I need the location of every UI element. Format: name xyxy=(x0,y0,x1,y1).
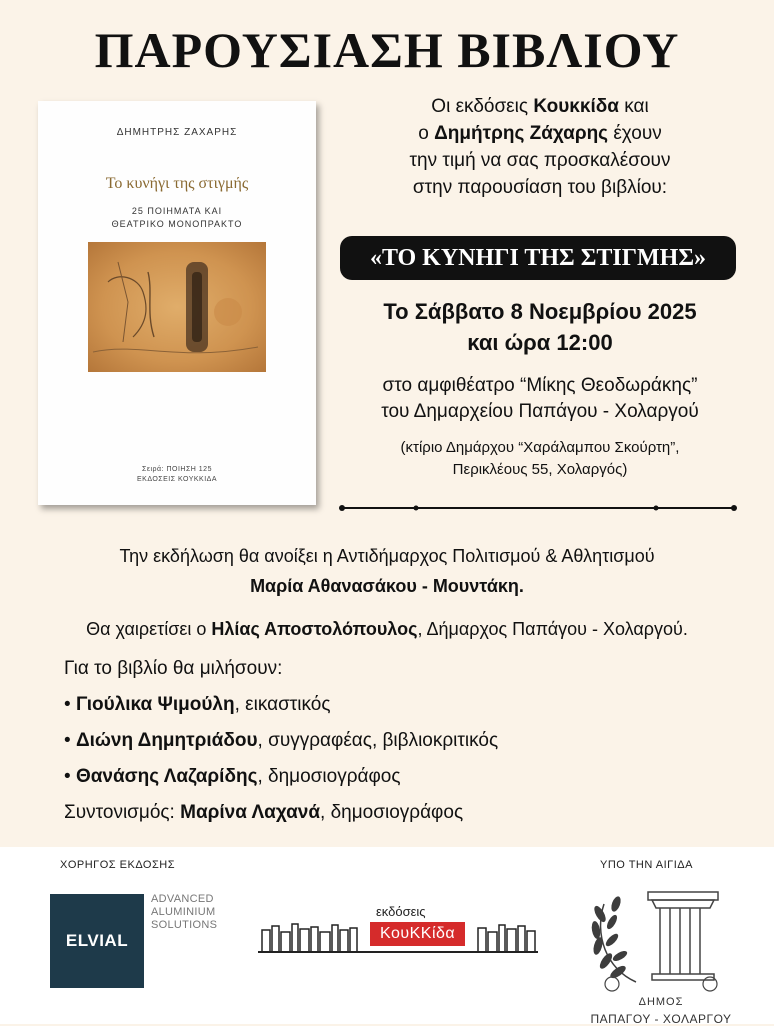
opening-speech xyxy=(20,541,754,601)
opening-name xyxy=(20,571,754,601)
event-date xyxy=(325,296,755,358)
invitation-line1 xyxy=(325,93,755,120)
cover-artwork-image xyxy=(88,242,266,372)
footer-sponsors xyxy=(0,847,774,1024)
speakers-heading: Για το βιβλίο θα μιλήσουν: xyxy=(64,658,283,679)
speaker-name: Διώνη Δημητριάδου xyxy=(75,730,258,751)
publisher-name: Κουκκίδα xyxy=(533,96,619,117)
cover-publisher-line: ΕΚΔΟΣΕΙΣ ΚΟΥΚΚΙΔΑ xyxy=(137,476,217,483)
elvial-tagline xyxy=(151,893,217,932)
publisher-wordmark: ΚουΚΚίδα xyxy=(370,922,465,946)
speaker-name: Γιούλικα Ψιμούλη xyxy=(75,694,235,715)
venue-line4: Περικλέους 55, Χολαργός) xyxy=(452,461,628,478)
coordinator xyxy=(64,795,498,831)
vice-mayor-name: Μαρία Αθανασάκου - Μουντάκη. xyxy=(250,576,524,596)
invitation-line4: στην παρουσίαση του βιβλίου: xyxy=(412,177,668,198)
tagline-line: SOLUTIONS xyxy=(151,919,218,931)
greeting-text: Θα χαιρετίσει ο xyxy=(86,619,212,639)
tagline-line: ADVANCED xyxy=(151,893,214,905)
venue-line3: (κτίριο Δημάρχου “Χαράλαμπου Σκούρτη”, xyxy=(400,439,680,456)
speaker-role: , δημοσιογράφος xyxy=(257,766,401,787)
publisher-prefix: εκδόσεις xyxy=(376,904,426,919)
event-time-line: και ώρα 12:00 xyxy=(467,330,613,355)
municipality-label: ΔΗΜΟΣ xyxy=(638,996,684,1008)
greeting-text: , Δήμαρχος Παπάγου - Χολαργού. xyxy=(417,619,688,639)
bullet: • xyxy=(64,766,71,787)
mayor-name: Ηλίας Αποστολόπουλος xyxy=(211,619,418,639)
speaker-role: , εικαστικός xyxy=(234,694,331,715)
cover-series-line: Σειρά: ΠΟΙΗΣΗ 125 xyxy=(142,466,212,473)
speakers-list xyxy=(64,651,498,831)
invitation-text-span: έχουν xyxy=(608,123,662,144)
publisher-logo xyxy=(258,904,538,964)
municipality-logo xyxy=(586,874,736,1024)
book-cover xyxy=(38,101,316,505)
bullet: • xyxy=(64,694,71,715)
cover-title: Το κυνήγι της στιγμής xyxy=(105,175,249,192)
cover-series xyxy=(38,465,316,485)
book-title-banner: «ΤΟ ΚΥΝΗΓΙ ΤΗΣ ΣΤΙΓΜΗΣ» xyxy=(340,236,736,280)
cover-subtitle xyxy=(38,205,316,231)
invitation-text-span: Οι εκδόσεις xyxy=(431,96,534,117)
invitation-line2 xyxy=(325,120,755,147)
greeting xyxy=(10,615,764,643)
municipality-name: ΠΑΠΑΓΟΥ - ΧΟΛΑΡΓΟΥ xyxy=(590,1012,732,1026)
sponsor-label: ΧΟΡΗΓΟΣ ΕΚΔΟΣΗΣ xyxy=(60,859,176,871)
laurel-column-icon xyxy=(586,874,736,994)
author-name: Δημήτρης Ζάχαρης xyxy=(434,123,609,144)
coordination-label: Συντονισμός: xyxy=(64,802,181,823)
venue-line1: στο αμφιθέατρο “Μίκης Θεοδωράκης” xyxy=(382,375,698,396)
venue-line2: του Δημαρχείου Παπάγου - Χολαργού xyxy=(381,401,699,422)
auspices-label: ΥΠΟ ΤΗΝ ΑΙΓΙΔΑ xyxy=(600,859,693,871)
coordinator-name: Μαρίνα Λαχανά xyxy=(180,802,321,823)
cover-author: ΔΗΜΗΤΡΗΣ ΖΑΧΑΡΗΣ xyxy=(116,127,238,138)
event-date-line1: Το Σάββατο 8 Νοεμβρίου 2025 xyxy=(383,299,697,324)
invitation-text xyxy=(325,93,755,201)
list-item xyxy=(64,687,498,723)
cover-subtitle-line2: ΘΕΑΤΡΙΚΟ ΜΟΝΟΠΡΑΚΤΟ xyxy=(111,219,243,229)
venue-address xyxy=(325,437,755,481)
elvial-logo: ELVIAL xyxy=(50,894,144,988)
cover-subtitle-line1: 25 ΠΟΙΗΜΑΤΑ ΚΑΙ xyxy=(131,206,223,216)
invitation-text-span: ο xyxy=(418,123,435,144)
invitation-line3: την τιμή να σας προσκαλέσουν xyxy=(409,150,671,171)
page-title: ΠΑΡΟΥΣΙΑΣΗ ΒΙΒΛΙΟΥ xyxy=(94,22,680,78)
opening-line: Την εκδήλωση θα ανοίξει η Αντιδήμαρχος Πολιτισμού & Αθλητισμού xyxy=(119,546,655,566)
bullet: • xyxy=(64,730,71,751)
list-item xyxy=(64,723,498,759)
invitation-text-span: και xyxy=(618,96,649,117)
coordinator-role: , δημοσιογράφος xyxy=(320,802,464,823)
decorative-divider xyxy=(338,505,738,511)
speaker-name: Θανάσης Λαζαρίδης xyxy=(75,766,258,787)
list-item xyxy=(64,759,498,795)
speaker-role: , συγγραφέας, βιβλιοκριτικός xyxy=(257,730,499,751)
event-venue xyxy=(325,373,755,425)
tagline-line: ALUMINIUM xyxy=(151,906,216,918)
